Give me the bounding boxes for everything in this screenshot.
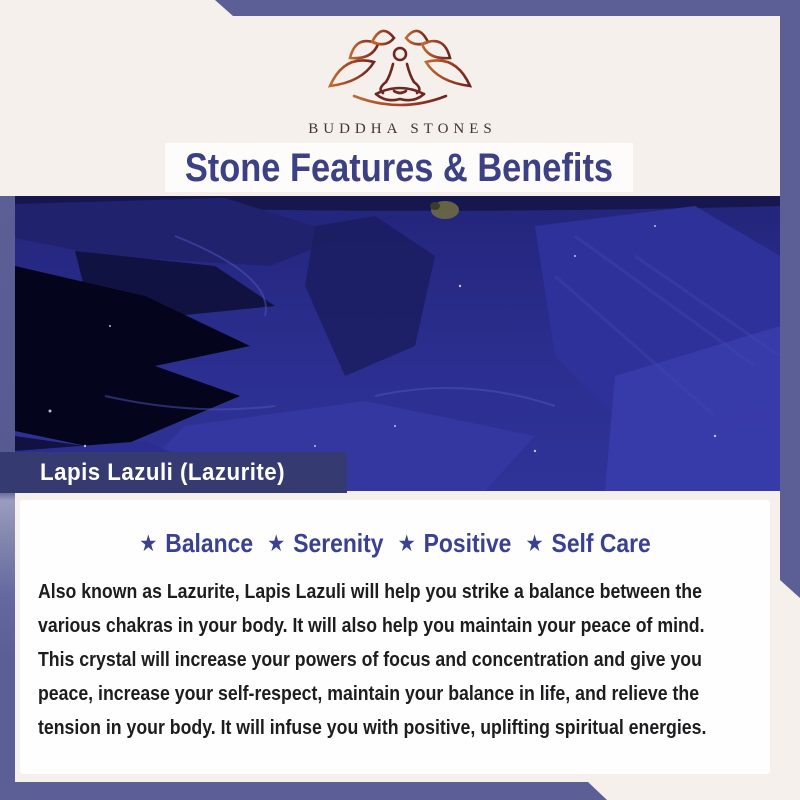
stone-name-ribbon (0, 452, 347, 493)
benefit-tag: Balance (165, 528, 254, 558)
description-line: Also known as Lazurite, Lapis Lazuli will help you strike a balance between the (38, 581, 702, 603)
star-icon: ★ (139, 529, 158, 556)
content-panel (20, 500, 770, 774)
benefit-tag: Serenity (293, 528, 384, 558)
star-icon: ★ (525, 529, 544, 556)
headline-band (165, 143, 633, 192)
brand-logo (0, 20, 800, 138)
star-icon: ★ (267, 529, 286, 556)
lapis-lazuli-rock-photo (15, 196, 780, 491)
description-line: peace, increase your self-respect, maintain your balance in life, and relieve the (38, 683, 700, 705)
frame-top-band (215, 0, 800, 16)
benefit-tag: Self Care (551, 528, 651, 558)
description-line: This crystal will increase your powers of focus and concentration and give you (38, 649, 702, 671)
description-text (38, 575, 760, 745)
brand-name: BUDDHA STONES (308, 121, 497, 137)
benefit-tagline (65, 527, 725, 559)
description-line: various chakras in your body. It will also help you maintain your peace of mind. (38, 615, 705, 637)
benefit-tag: Positive (423, 528, 512, 558)
lotus-meditation-icon (315, 20, 485, 120)
stone-name: Lapis Lazuli (Lazurite) (40, 458, 286, 486)
page-title: Stone Features & Benefits (184, 145, 614, 190)
star-icon: ★ (397, 529, 416, 556)
frame-bottom-band (0, 782, 607, 800)
description-line: tension in your body. It will infuse you with positive, uplifting spiritual energies. (38, 717, 707, 739)
